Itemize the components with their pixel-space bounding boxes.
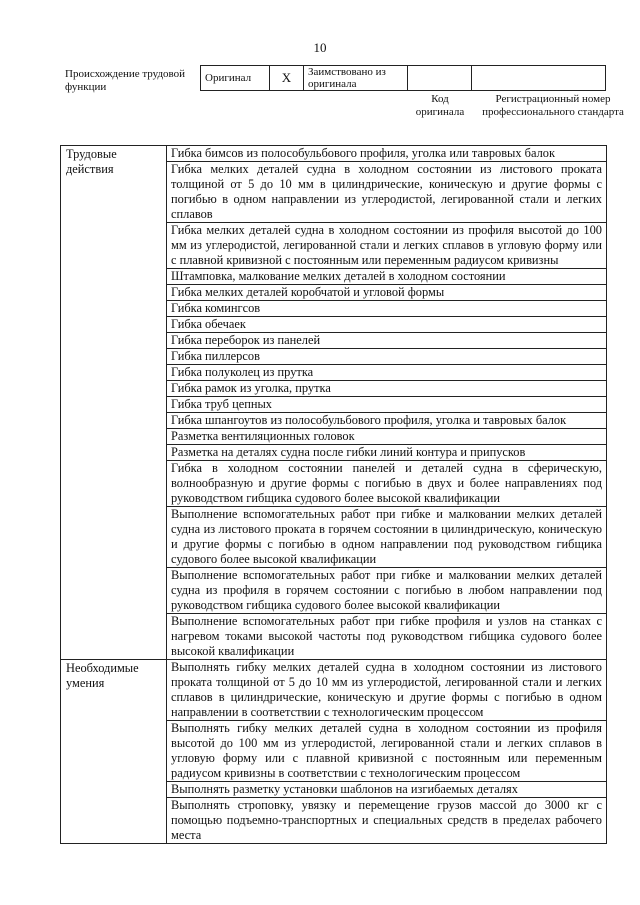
origin-table bbox=[200, 65, 606, 91]
borrowed-cell: Заимствовано из оригинала bbox=[304, 66, 408, 91]
table-cell: Гибка мелких деталей судна в холодном состоянии из листового проката толщиной от 5 до 10 мм в цилиндрические, коническую и другие формы с погибью в одном направлении из углеродистой, легированной стали и легких сплавов bbox=[167, 162, 607, 223]
origin-label: Происхождение трудовой функции bbox=[65, 68, 186, 93]
code-cell bbox=[408, 66, 472, 91]
original-mark: X bbox=[270, 66, 304, 91]
table-cell: Штамповка, малкование мелких деталей в холодном состоянии bbox=[167, 269, 607, 285]
table-cell: Разметка вентиляционных головок bbox=[167, 429, 607, 445]
table-cell: Гибка в холодном состоянии панелей и деталей судна в сферическую, волнообразную и другие формы с погибью в двух и более направлениях под руководством гибщика судового более высокой квалификации bbox=[167, 461, 607, 507]
table-cell: Гибка комингсов bbox=[167, 301, 607, 317]
table-cell: Гибка переборок из панелей bbox=[167, 333, 607, 349]
original-cell: Оригинал bbox=[201, 66, 270, 91]
table-cell: Выполнение вспомогательных работ при гибке и малковании мелких деталей судна из профиля в горячем состоянии с погибью в любом направлении под руководством гибщика судового более высокой квалификации bbox=[167, 568, 607, 614]
table-cell: Гибка полуколец из прутка bbox=[167, 365, 607, 381]
table-cell: Гибка бимсов из полособульбового профиля, уголка или тавровых балок bbox=[167, 146, 607, 162]
table-cell: Выполнять строповку, увязку и перемещение грузов массой до 3000 кг с помощью подъемно-транспортных и специальных средств в пределах рабочего места bbox=[167, 798, 607, 844]
table-cell: Выполнять гибку мелких деталей судна в холодном состоянии из листового проката толщиной от 5 до 10 мм из углеродистой, легированной стали и легких сплавов в цилиндрические, коническую и другие формы с погибью в одном направлении в соответствии с технологическим процессом bbox=[167, 660, 607, 721]
table-cell: Гибка мелких деталей судна в холодном состоянии из профиля высотой до 100 мм из углеродистой, легированной стали и легких сплавов в угловую форму или с плавной кривизной с постоянным или переменным радиусом кривизны bbox=[167, 223, 607, 269]
table-cell: Выполнение вспомогательных работ при гибке профиля и узлов на станках с нагревом токами высокой частоты под руководством гибщика судового более высокой квалификации bbox=[167, 614, 607, 660]
functions-table bbox=[60, 145, 607, 844]
table-cell: Гибка обечаек bbox=[167, 317, 607, 333]
page-number: 10 bbox=[313, 40, 327, 55]
table-cell: Выполнение вспомогательных работ при гибке и малковании мелких деталей судна из листового проката в горячем состоянии в цилиндрическую, коническую и другие формы с погибью в одном направлении под руководством гибщика судового более высокой квалификации bbox=[167, 507, 607, 568]
reg-number-cell bbox=[472, 66, 606, 91]
reg-caption: Регистрационный номер профессионального стандарта bbox=[482, 93, 624, 118]
table-cell: Гибка шпангоутов из полособульбового профиля, уголка и тавровых балок bbox=[167, 413, 607, 429]
table-cell: Разметка на деталях судна после гибки линий контура и припусков bbox=[167, 445, 607, 461]
table-cell: Гибка мелких деталей коробчатой и угловой формы bbox=[167, 285, 607, 301]
table-cell: Выполнять гибку мелких деталей судна в холодном состоянии из профиля высотой до 100 мм из углеродистой, легированной стали и легких сплавов в угловую форму или с плавной кривизной с постоянным или переменным радиусом кривизны в соответствии с технологическим процессом bbox=[167, 721, 607, 782]
code-caption: Код оригинала bbox=[415, 93, 465, 118]
table-cell: Гибка труб цепных bbox=[167, 397, 607, 413]
table-cell: Выполнять разметку установки шаблонов на изгибаемых деталях bbox=[167, 782, 607, 798]
table-row bbox=[61, 146, 607, 162]
table-cell: Гибка рамок из уголка, прутка bbox=[167, 381, 607, 397]
table-row bbox=[61, 660, 607, 721]
section-title: Необходимые умения bbox=[61, 660, 167, 844]
section-title: Трудовые действия bbox=[61, 146, 167, 660]
table-cell: Гибка пиллерсов bbox=[167, 349, 607, 365]
